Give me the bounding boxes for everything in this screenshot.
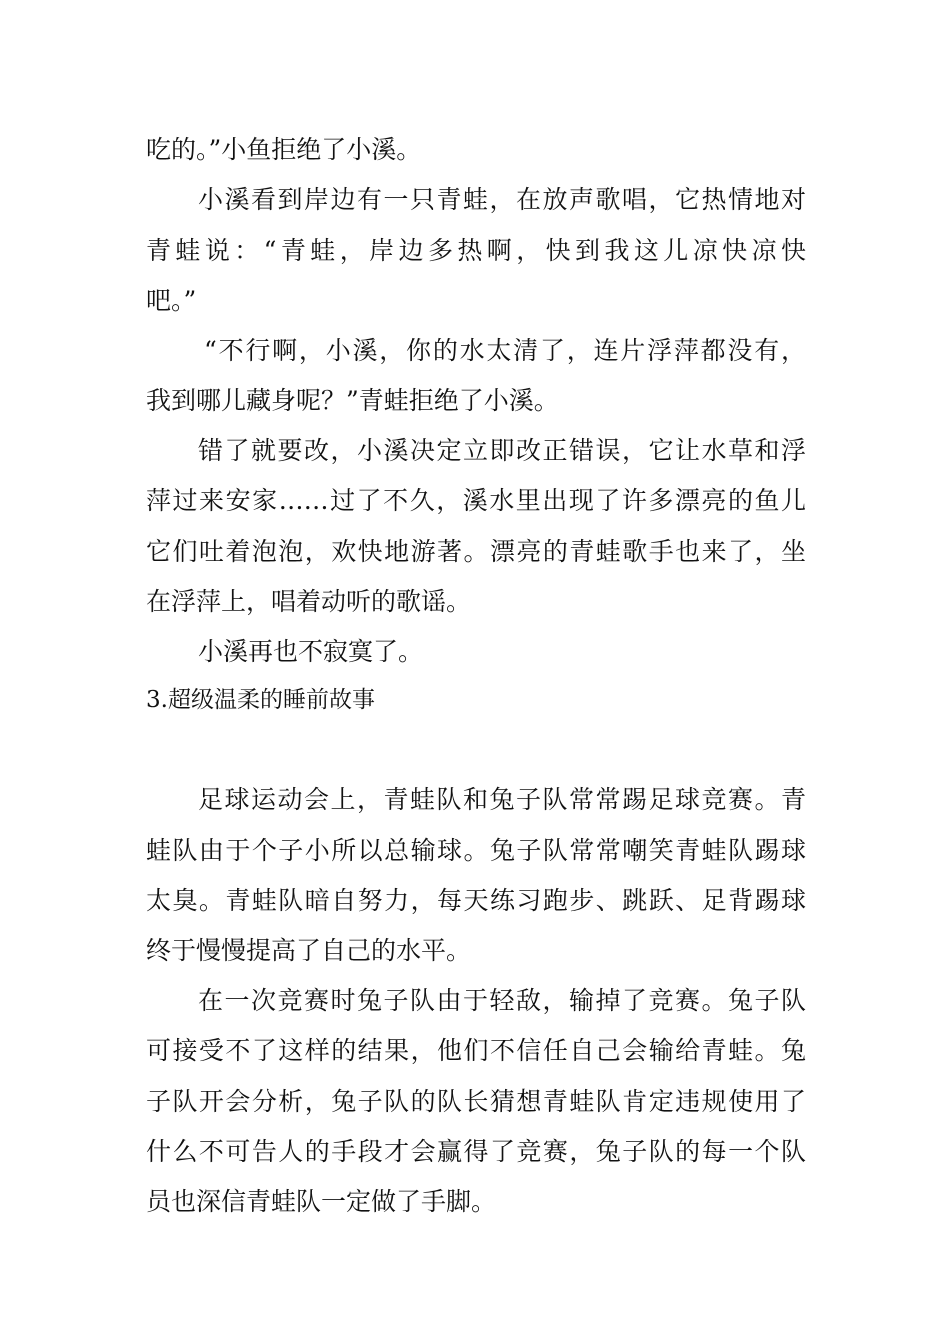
text-line: 蛙队由于个子小所以总输球。兔子队常常嘲笑青蛙队踢球 <box>146 836 806 865</box>
text-line: 太臭。青蛙队暗自努力，每天练习跑步、跳跃、足背踢球 <box>146 886 806 915</box>
text-line: 小溪看到岸边有一只青蛙，在放声歌唱，它热情地对 <box>198 185 806 214</box>
text-line: 错了就要改，小溪决定立即改正错误，它让水草和浮 <box>198 436 806 465</box>
text-line: 小溪再也不寂寞了。 <box>198 637 424 666</box>
text-line: 青蛙说：“青蛙，岸边多热啊，快到我这儿凉快凉快 <box>146 236 806 265</box>
text-line: 吧。” <box>146 286 197 315</box>
text-line: 什么不可告人的手段才会赢得了竞赛，兔子队的每一个队 <box>146 1137 806 1166</box>
text-line: “不行啊，小溪，你的水太清了，连片浮萍都没有， <box>204 336 806 365</box>
text-line: 在一次竞赛时兔子队由于轻敌，输掉了竞赛。兔子队 <box>198 986 806 1015</box>
text-line: 萍过来安家……过了不久，溪水里出现了许多漂亮的鱼儿 <box>146 486 806 515</box>
text-line: 终于慢慢提高了自己的水平。 <box>146 936 472 965</box>
section-heading: 3.超级温柔的睡前故事 <box>146 687 375 713</box>
text-line: 我到哪儿藏身呢？”青蛙拒绝了小溪。 <box>146 386 559 415</box>
text-line: 员也深信青蛙队一定做了手脚。 <box>146 1187 497 1216</box>
text-line: 子队开会分析，兔子队的队长猜想青蛙队肯定违规使用了 <box>146 1087 806 1116</box>
text-line: 足球运动会上，青蛙队和兔子队常常踢足球竞赛。青 <box>198 785 806 814</box>
text-line: 在浮萍上，唱着动听的歌谣。 <box>146 587 472 616</box>
text-line: 它们吐着泡泡，欢快地游著。漂亮的青蛙歌手也来了，坐 <box>146 537 806 566</box>
text-line: 可接受不了这样的结果，他们不信任自己会输给青蛙。兔 <box>146 1036 806 1065</box>
text-line: 吃的。”小鱼拒绝了小溪。 <box>146 135 422 164</box>
